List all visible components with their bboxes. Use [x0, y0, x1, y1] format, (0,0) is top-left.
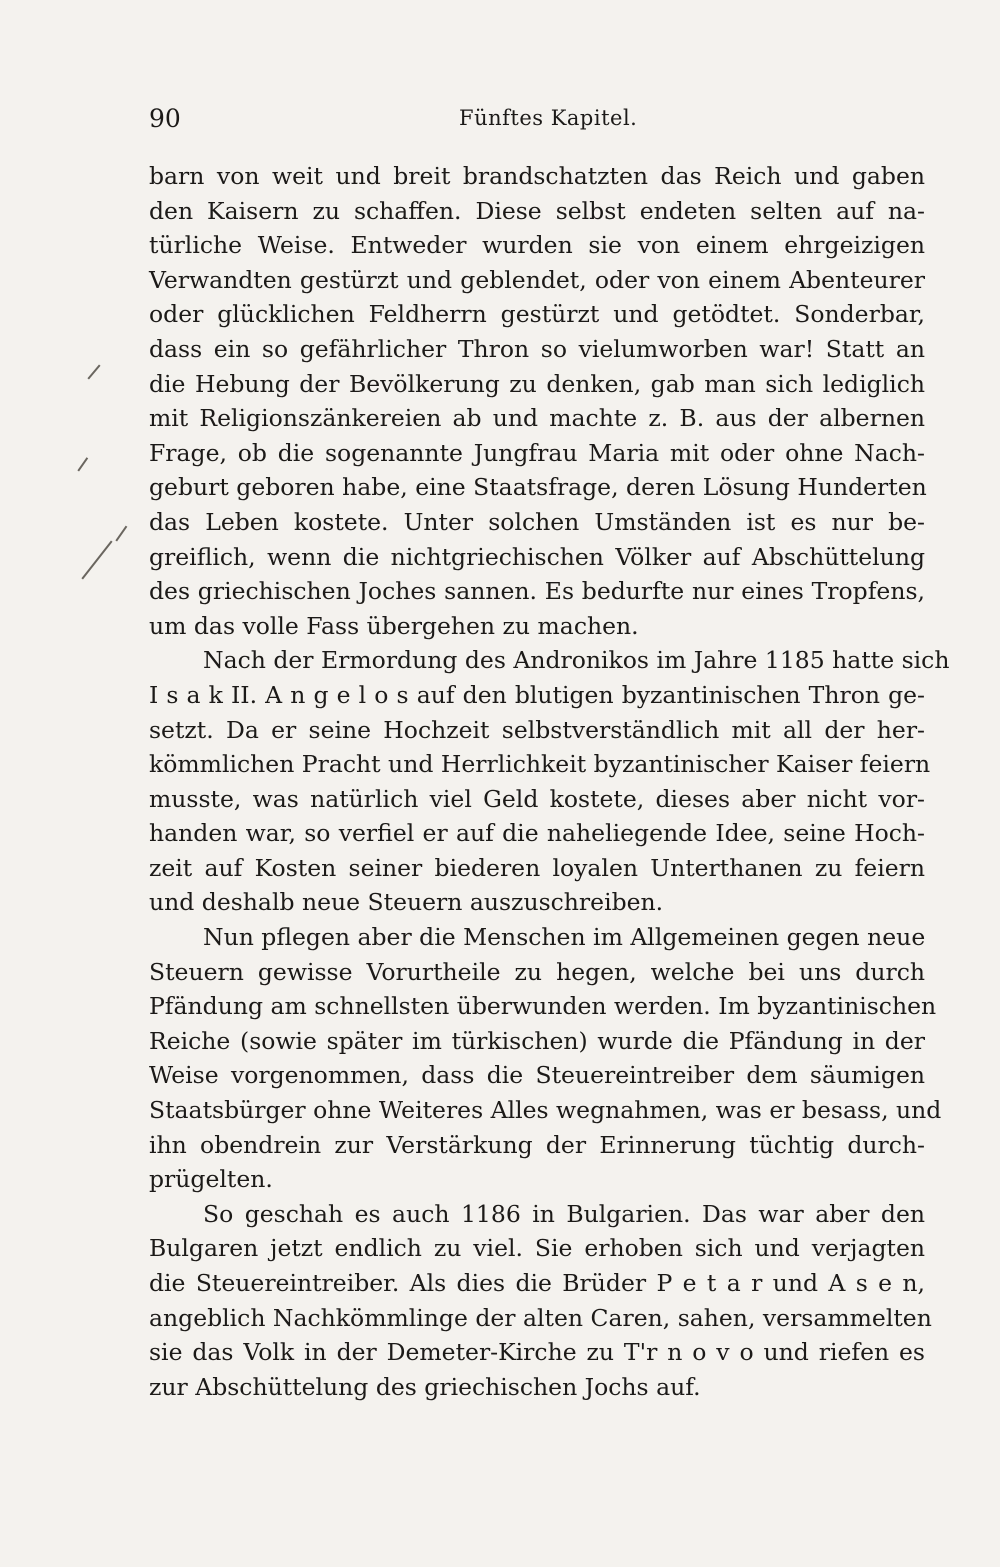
- text-line: Reiche (sowie später im türkischen) wurde die Pfändung in der: [149, 1026, 925, 1055]
- text-line: Staatsbürger ohne Weiteres Alles wegnahmen, was er besass, und: [149, 1096, 942, 1125]
- margin-pencil-mark: [87, 364, 100, 379]
- text-line: oder glücklichen Feldherrn gestürzt und getödtet. Sonderbar,: [149, 300, 925, 329]
- text-line: die Hebung der Bevölkerung zu denken, gab man sich lediglich: [149, 369, 925, 398]
- text-line: musste, was natürlich viel Geld kostete, dieses aber nicht vor-: [149, 784, 925, 813]
- text-line: dass ein so gefährlicher Thron so vielumworben war! Statt an: [149, 334, 925, 363]
- text-line: prügelten.: [149, 1165, 273, 1194]
- text-line: Nun pflegen aber die Menschen im Allgemeinen gegen neue: [203, 923, 926, 952]
- text-line: zeit auf Kosten seiner biederen loyalen Unterthanen zu feiern: [149, 853, 925, 882]
- running-head: Fünftes Kapitel.: [459, 106, 638, 130]
- text-line: das Leben kostete. Unter solchen Umständen ist es nur be-: [149, 507, 925, 536]
- text-line: geburt geboren habe, eine Staatsfrage, deren Lösung Hunderten: [149, 473, 927, 502]
- text-line: den Kaisern zu schaffen. Diese selbst endeten selten auf na-: [149, 196, 925, 225]
- text-line: Frage, ob die sogenannte Jungfrau Maria mit oder ohne Nach-: [149, 438, 925, 467]
- page-header: [149, 104, 925, 140]
- text-line: mit Religionszänkereien ab und machte z. B. aus der albernen: [149, 404, 925, 433]
- margin-pencil-mark: [81, 540, 112, 579]
- text-line: Nach der Ermordung des Andronikos im Jahre 1185 hatte sich: [203, 646, 950, 675]
- text-line: Weise vorgenommen, dass die Steuereintreiber dem säumigen: [149, 1061, 925, 1090]
- body-text: [149, 159, 950, 1404]
- text-line: setzt. Da er seine Hochzeit selbstverständlich mit all der her-: [149, 715, 925, 744]
- text-line: handen war, so verfiel er auf die naheliegende Idee, seine Hoch-: [149, 819, 925, 848]
- text-line: I s a k II. A n g e l o s auf den blutigen byzantinischen Thron ge-: [149, 680, 925, 709]
- text-line: um das volle Fass übergehen zu machen.: [149, 611, 639, 640]
- text-line: kömmlichen Pracht und Herrlichkeit byzantinischer Kaiser feiern: [149, 750, 931, 779]
- text-line: Verwandten gestürzt und geblendet, oder von einem Abenteurer: [149, 265, 925, 294]
- text-line: türliche Weise. Entweder wurden sie von einem ehrgeizigen: [149, 231, 925, 260]
- text-line: des griechischen Joches sannen. Es bedurfte nur eines Tropfens,: [149, 577, 925, 606]
- text-line: angeblich Nachkömmlinge der alten Caren, sahen, versammelten: [149, 1303, 932, 1332]
- text-line: greiflich, wenn die nichtgriechischen Völker auf Abschüttelung: [149, 542, 925, 571]
- page-number: 90: [149, 104, 181, 133]
- text-line: zur Abschüttelung des griechischen Jochs auf.: [149, 1372, 701, 1401]
- text-line: Steuern gewisse Vorurtheile zu hegen, welche bei uns durch: [149, 957, 925, 986]
- text-line: So geschah es auch 1186 in Bulgarien. Das war aber den: [203, 1199, 925, 1228]
- margin-pencil-mark: [115, 526, 127, 542]
- margin-pencil-mark: [77, 457, 87, 471]
- text-line: barn von weit und breit brandschatzten das Reich und gaben: [149, 162, 925, 190]
- text-line: und deshalb neue Steuern auszuschreiben.: [149, 888, 664, 917]
- text-line: Bulgaren jetzt endlich zu viel. Sie erhoben sich und verjagten: [149, 1234, 925, 1263]
- text-line: ihn obendrein zur Verstärkung der Erinnerung tüchtig durch-: [149, 1130, 925, 1159]
- text-line: die Steuereintreiber. Als dies die Brüder P e t a r und A s e n,: [149, 1269, 925, 1297]
- text-line: sie das Volk in der Demeter-Kirche zu T'r n o v o und riefen es: [149, 1338, 925, 1367]
- text-line: Pfändung am schnellsten überwunden werden. Im byzantinischen: [149, 992, 937, 1021]
